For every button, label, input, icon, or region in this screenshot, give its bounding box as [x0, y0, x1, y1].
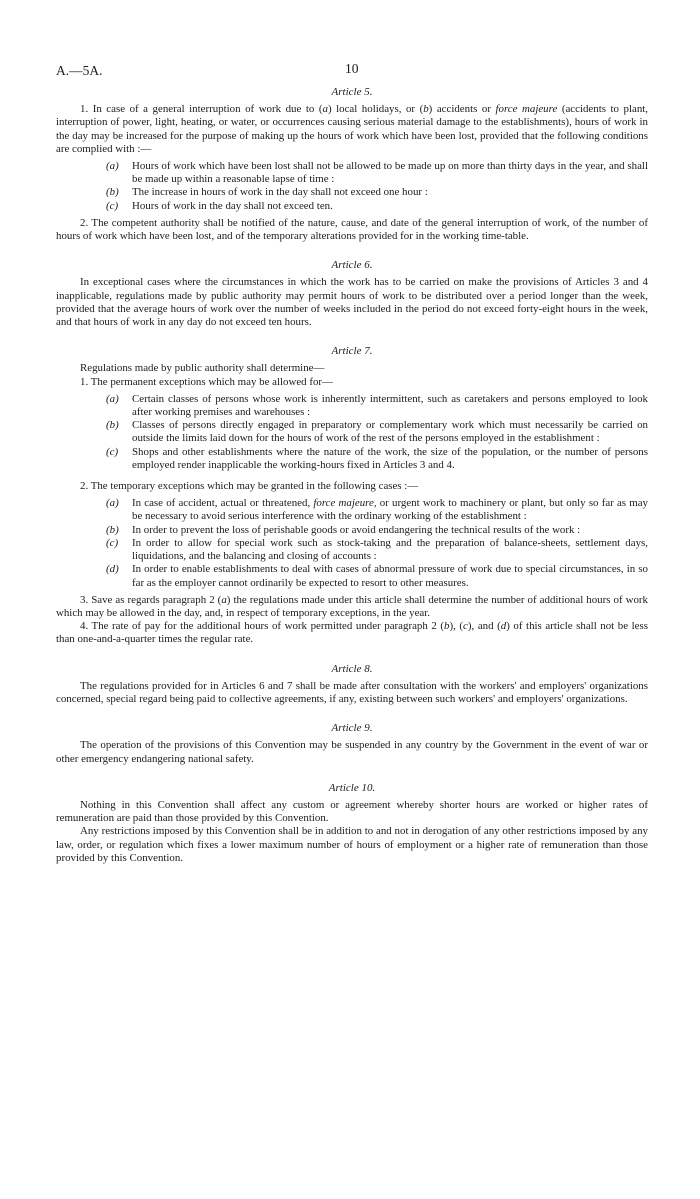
- article-5: [56, 86, 648, 243]
- temporary-exceptions-list: [56, 497, 648, 589]
- paragraph: 3. Save as regards paragraph 2 (a) the regulations made under this article shall determine the number of additional hours of work which may be allowed in the day, and, in respect of temporary exceptions, in the year.: [56, 593, 649, 619]
- list-item: (c) In order to allow for special work such as stock-taking and the preparation of balance-sheets, settlement days, liquidations, and the balancing and closing of accounts :: [106, 536, 648, 563]
- page-header: [56, 60, 648, 86]
- paragraph: Any restrictions imposed by this Convention shall be in addition to and not in derogation of any other restrictions imposed by any law, order, or regulation which fixes a lower maximum number of hours of employment or a higher rate of remuneration than those provided by this Convention.: [56, 825, 648, 864]
- paragraph: 4. The rate of pay for the additional hours of work permitted under paragraph 2 (b), (c), and (d) of this article shall not be less than one-and-a-quarter times the regular rate.: [56, 620, 648, 646]
- article-heading: Article 5.: [331, 86, 373, 98]
- paragraph: 2. The temporary exceptions which may be granted in the following cases :—: [80, 480, 419, 493]
- list-item: (a) Hours of work which have been lost shall not be allowed to be made up on more than thirty days in the year, and shall be made up within a reasonable lapse of time :: [106, 160, 648, 186]
- document-page: [56, 60, 648, 865]
- article-8: [56, 663, 648, 707]
- paragraph: 1. In case of a general interruption of work due to (a) local holidays, or (b) accidents or force majeure (accidents to plant, interruption of power, light, heating, or water, or occurrences causing serious material damage to the establishments), hours of work in the day may be increased for the purpose of making up the hours of work which have been lost, provided that the following conditions are complied with :—: [56, 103, 649, 155]
- article-heading: Article 8.: [331, 662, 373, 675]
- conditions-list: [56, 160, 648, 213]
- list-item: (b) The increase in hours of work in the day shall not exceed one hour :: [106, 186, 428, 199]
- article-7: [56, 345, 648, 646]
- article-heading: Article 6.: [331, 259, 373, 272]
- page-number: 10: [345, 61, 359, 76]
- paragraph: Nothing in this Convention shall affect any custom or agreement whereby shorter hours are worked or higher rates of remuneration are paid than those provided by this Convention.: [56, 798, 648, 825]
- list-item: (a) In case of accident, actual or threatened, force majeure, or urgent work to machinery or plant, but only so far as may be necessary to avoid serious interference with the ordinary working of the establishment :: [106, 497, 648, 523]
- paragraph: Regulations made by public authority shall determine—: [80, 362, 325, 375]
- list-item: (b) In order to prevent the loss of perishable goods or avoid endangering the technical results of the work :: [106, 523, 581, 536]
- paragraph: The operation of the provisions of this Convention may be suspended in any country by the Government in the event of war or other emergency endangering national safety.: [56, 739, 648, 765]
- article-6: [56, 259, 648, 329]
- article-heading: Article 9.: [331, 722, 373, 735]
- list-item: (c) Hours of work in the day shall not exceed ten.: [106, 199, 333, 212]
- paragraph: 1. The permanent exceptions which may be allowed for—: [80, 375, 333, 388]
- article-heading: Article 10.: [328, 781, 376, 794]
- list-item: (d) In order to enable establishments to deal with cases of abnormal pressure of work due to special circumstances, in so far as the employer cannot ordinarily be expected to resort to other measures.: [106, 563, 648, 589]
- article-heading: Article 7.: [331, 345, 373, 358]
- paragraph: The regulations provided for in Articles 6 and 7 shall be made after consultation with the workers' and employers' organizations concerned, special regard being paid to collective agreements, if any, existing between such workers' and employers' organizations.: [56, 679, 648, 705]
- paragraph: 2. The competent authority shall be notified of the nature, cause, and date of the general interruption of work, of the number of hours of work which have been lost, and of the temporary alterations provided for in the working time-table.: [56, 216, 648, 243]
- article-9: [56, 722, 648, 766]
- list-item: (c) Shops and other establishments where the nature of the work, the size of the population, or the number of persons employed render inapplicable the working-hours fixed in Articles 3 and 4.: [106, 445, 648, 471]
- document-reference: A.—5A.: [56, 63, 103, 78]
- article-10: [56, 782, 648, 865]
- list-item: (b) Classes of persons directly engaged in preparatory or complementary work which must necessarily be carried on outside the limits laid down for the hours of work of the rest of the persons employed in the establishment :: [106, 419, 648, 445]
- list-item: (a) Certain classes of persons whose work is inherently intermittent, such as caretakers and persons employed to look after working premises and warehouses :: [106, 392, 648, 419]
- permanent-exceptions-list: [56, 393, 648, 472]
- paragraph: In exceptional cases where the circumstances in which the work has to be carried on make the provisions of Articles 3 and 4 inapplicable, regulations made by public authority may permit hours of work to be distributed over a period longer than the week, provided that the average hours of work over the number of weeks included in the period do not exceed forty-eight hours in the week, and that hours of work in any day do not exceed ten hours.: [56, 276, 648, 329]
